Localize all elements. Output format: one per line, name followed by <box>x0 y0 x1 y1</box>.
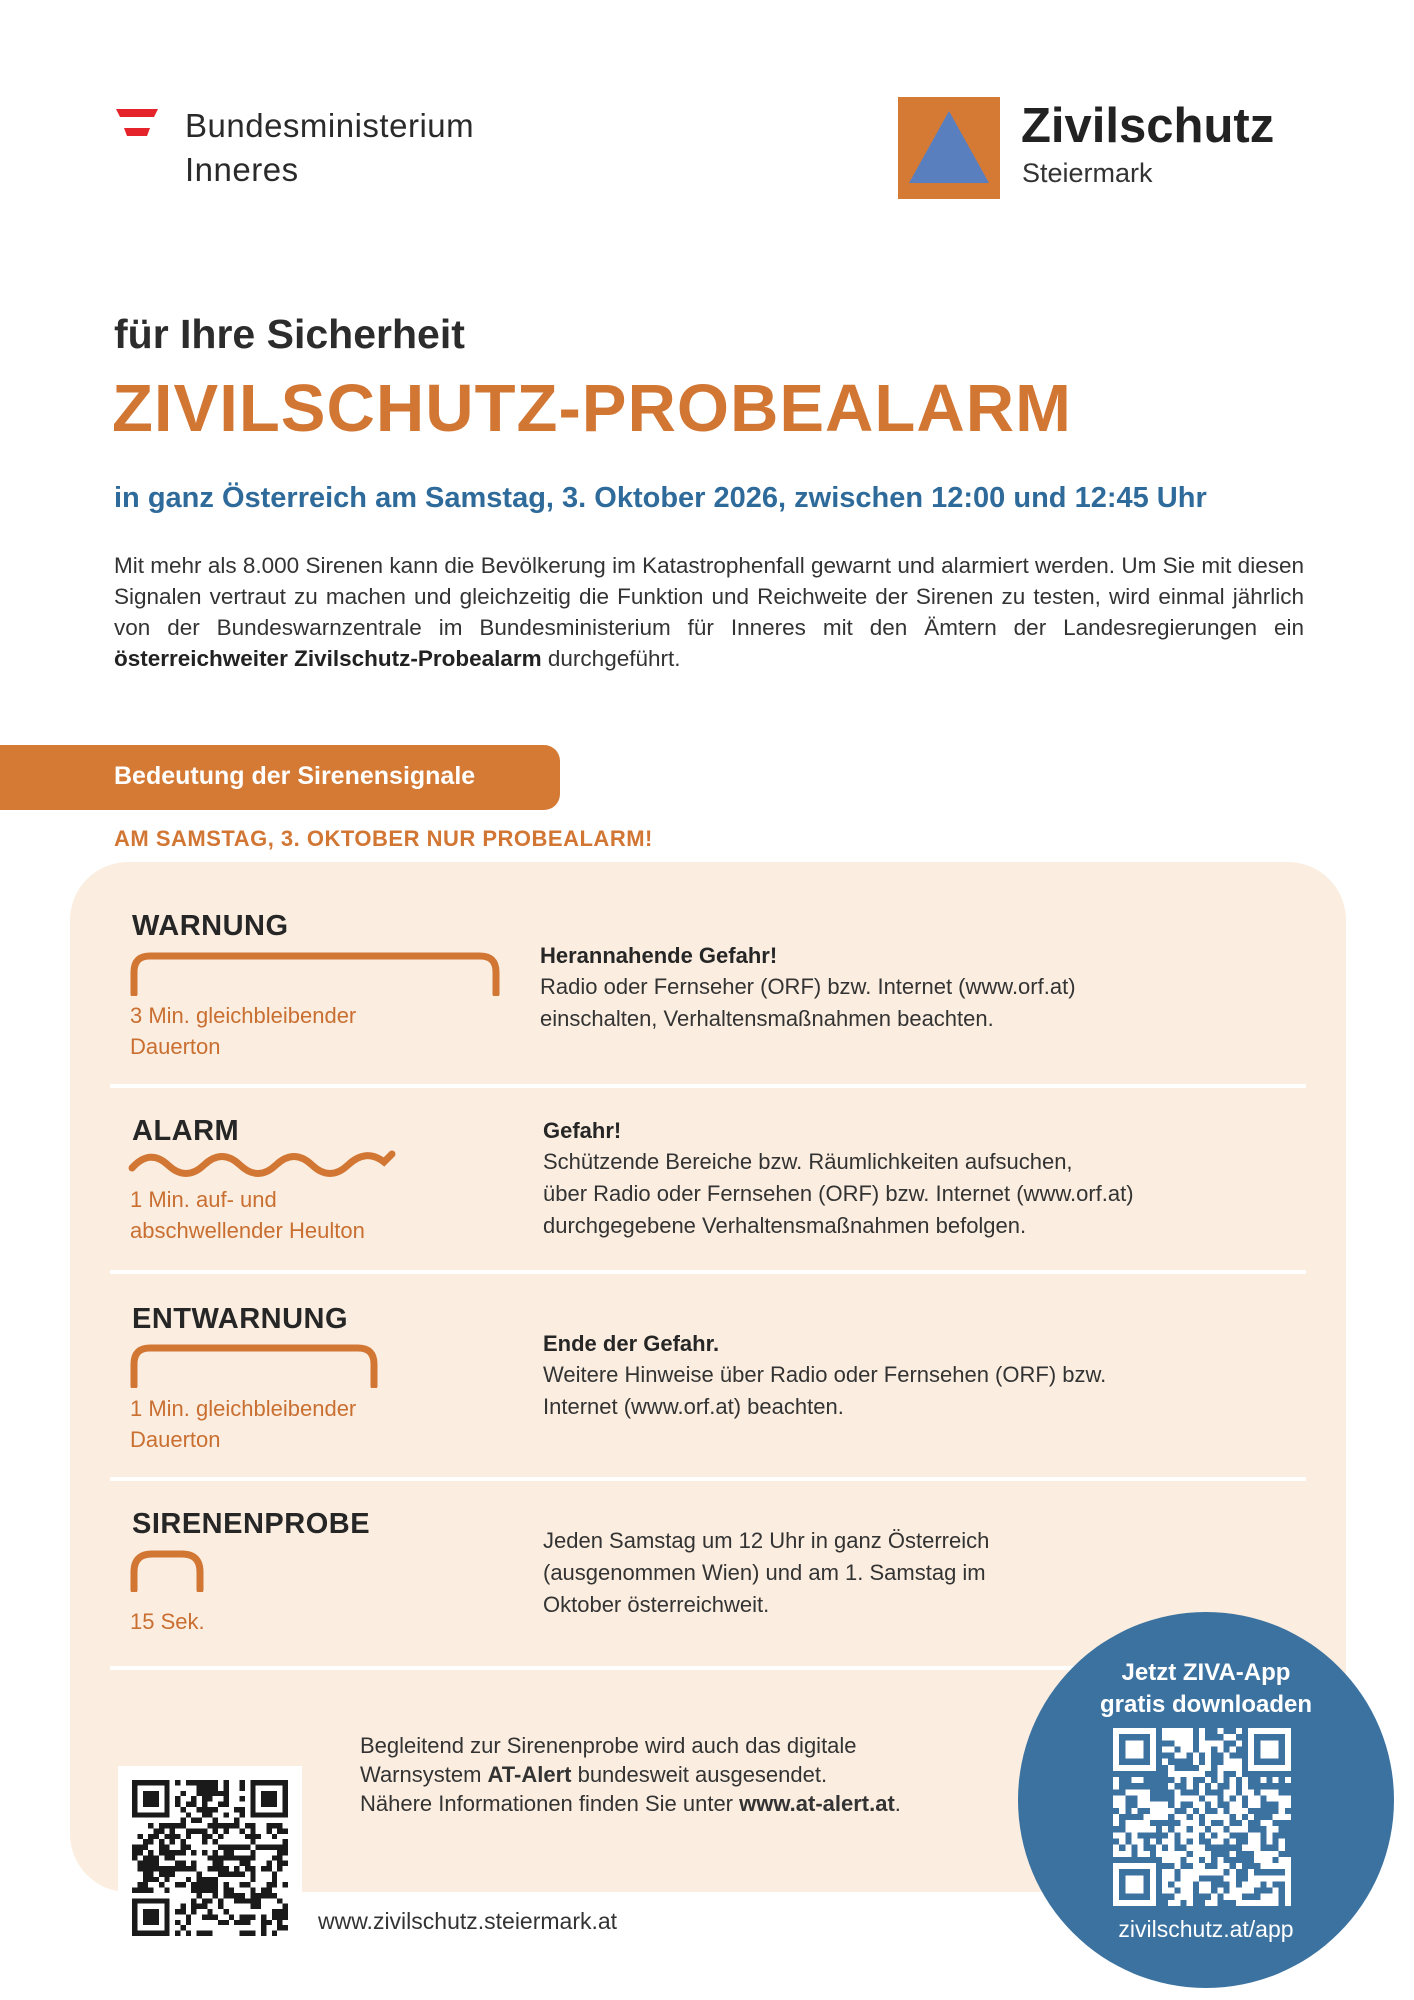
intro-text-end: durchgeführt. <box>541 646 681 671</box>
signal-info-line: Radio oder Fernseher (ORF) bzw. Internet (www.orf.at) <box>540 974 1076 999</box>
signal-info-line: Oktober österreichweit. <box>543 1592 770 1617</box>
signal-title-sirenenprobe: SIRENENPROBE <box>132 1508 371 1540</box>
org-region: Steiermark <box>1022 158 1153 188</box>
at-alert-bold: AT-Alert <box>487 1762 572 1787</box>
signal-info-line: Schützende Bereiche bzw. Räumlichkeiten aufsuchen, <box>543 1149 1073 1174</box>
kicker-heading: für Ihre Sicherheit <box>114 311 465 357</box>
at-alert-line <box>360 1760 901 1789</box>
signal-desc-line: 15 Sek. <box>130 1609 205 1634</box>
probe-note: AM SAMSTAG, 3. OKTOBER NUR PROBEALARM! <box>114 826 653 851</box>
website-qr-code[interactable] <box>118 1766 302 1950</box>
signal-desc-line: Dauerton <box>130 1427 221 1452</box>
steady-tone-3min-icon <box>130 950 500 996</box>
at-alert-text-part: Warnsystem <box>360 1762 488 1787</box>
signal-info-warnung <box>540 940 1076 1035</box>
signal-info-head: Ende der Gefahr. <box>543 1331 720 1356</box>
section-tab-label: Bedeutung der Sirenensignale <box>114 762 476 790</box>
page-title: ZIVILSCHUTZ-PROBEALARM <box>112 371 1072 446</box>
signal-info-line: durchgegebene Verhaltensmaßnahmen befolgen. <box>543 1213 1027 1238</box>
signal-desc-entwarnung <box>130 1393 356 1455</box>
wave-tone-icon <box>128 1146 398 1184</box>
qr-code-icon <box>1113 1728 1291 1906</box>
signal-title-warnung: WARNUNG <box>132 910 289 942</box>
triangle-icon <box>898 97 1000 199</box>
app-promo-line: Jetzt ZIVA-App <box>1121 1659 1291 1686</box>
divider <box>110 1084 1306 1088</box>
signal-info-alarm <box>543 1115 1134 1242</box>
signal-desc-line: 3 Min. gleichbleibender <box>130 1003 357 1028</box>
date-line: in ganz Österreich am Samstag, 3. Oktober 2026, zwischen 12:00 und 12:45 Uhr <box>114 482 1207 514</box>
signal-info-line: einschalten, Verhaltensmaßnahmen beachten. <box>540 1006 994 1031</box>
divider <box>110 1270 1306 1274</box>
divider <box>110 1477 1306 1481</box>
signal-desc-sirenenprobe <box>130 1606 205 1637</box>
intro-paragraph <box>114 550 1304 674</box>
signal-desc-warnung <box>130 1000 356 1062</box>
signal-info-line: Weitere Hinweise über Radio oder Fernsehen (ORF) bzw. <box>543 1362 1107 1387</box>
ministry-line-2: Inneres <box>185 151 299 188</box>
ministry-line-1: Bundesministerium <box>185 107 475 144</box>
signal-info-line: Internet (www.orf.at) beachten. <box>543 1394 844 1419</box>
signal-desc-alarm <box>130 1184 365 1246</box>
signal-info-sirenenprobe <box>543 1525 989 1621</box>
at-alert-text-part: bundesweit ausgesendet. <box>571 1762 828 1787</box>
signal-title-alarm: ALARM <box>132 1115 240 1147</box>
austria-flag-logo <box>116 109 158 137</box>
at-alert-link[interactable]: www.at-alert.at <box>739 1791 895 1816</box>
signal-desc-line: abschwellender Heulton <box>130 1218 365 1243</box>
signal-title-entwarnung: ENTWARNUNG <box>132 1303 349 1335</box>
app-promo-heading <box>1018 1657 1394 1721</box>
signal-info-entwarnung <box>543 1328 1106 1423</box>
intro-bold: österreichweiter Zivilschutz-Probealarm <box>114 646 542 671</box>
app-url[interactable]: zivilschutz.at/app <box>1118 1916 1294 1942</box>
signal-info-line: (ausgenommen Wien) und am 1. Samstag im <box>543 1560 986 1585</box>
at-alert-line <box>360 1789 901 1818</box>
qr-code-icon <box>132 1780 288 1936</box>
signal-info-line: Jeden Samstag um 12 Uhr in ganz Österreich <box>543 1528 990 1553</box>
app-promo-line: gratis downloaden <box>1099 1691 1312 1718</box>
short-tone-icon <box>130 1548 204 1592</box>
at-alert-text-part: . <box>894 1791 901 1816</box>
signal-desc-line: Dauerton <box>130 1034 221 1059</box>
at-alert-text <box>360 1731 901 1818</box>
zivilschutz-logo <box>898 97 1000 199</box>
website-url[interactable]: www.zivilschutz.steiermark.at <box>318 1908 618 1934</box>
signal-info-head: Gefahr! <box>543 1118 622 1143</box>
intro-text: Mit mehr als 8.000 Sirenen kann die Bevölkerung im Katastrophenfall gewarnt und alarmiert werden. Um Sie mit diesen Signalen vertraut zu machen und gleichzeitig die Funktion und Reichweite der Sirenen zu testen, wird einmal jährlich von der Bundeswarnzentrale im Bundesministerium für Inneres mit den Ämtern der Landesregierungen ein <box>114 553 1304 640</box>
ministry-name <box>185 104 474 192</box>
signal-info-head: Herannahende Gefahr! <box>540 943 778 968</box>
signal-desc-line: 1 Min. auf- und <box>130 1187 277 1212</box>
org-name: Zivilschutz <box>1021 99 1275 153</box>
signal-info-line: über Radio oder Fernsehen (ORF) bzw. Internet (www.orf.at) <box>543 1181 1134 1206</box>
signal-desc-line: 1 Min. gleichbleibender <box>130 1396 357 1421</box>
steady-tone-1min-icon <box>130 1342 378 1388</box>
at-alert-text-part: Nähere Informationen finden Sie unter <box>360 1791 740 1816</box>
at-alert-line: Begleitend zur Sirenenprobe wird auch das digitale <box>360 1733 857 1758</box>
app-qr-code[interactable] <box>1113 1728 1291 1906</box>
